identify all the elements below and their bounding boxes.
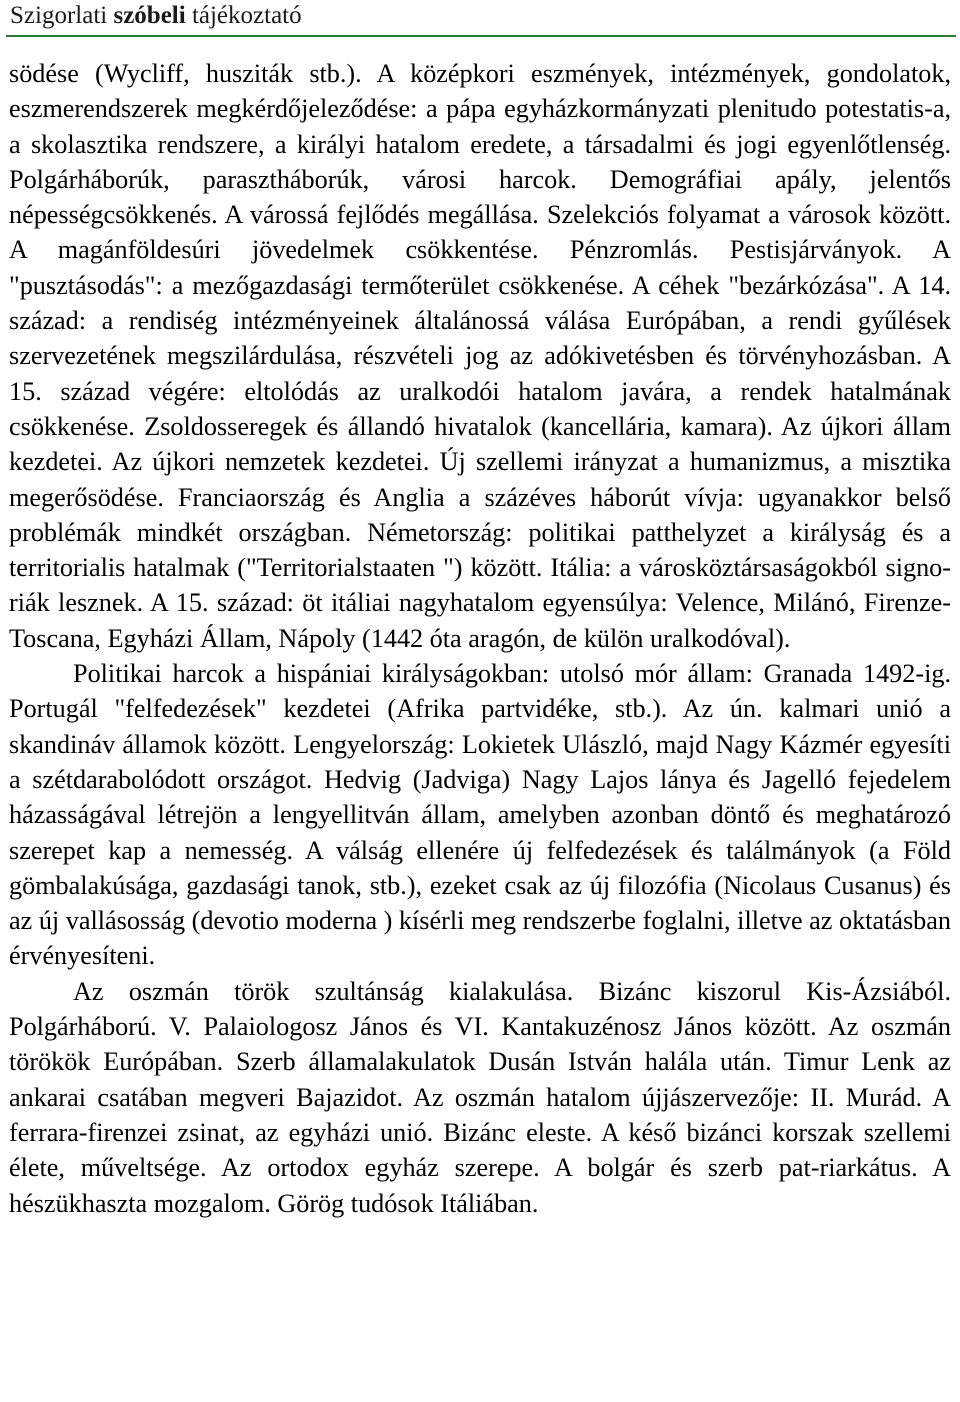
header-title-pre: Szigorlati [10,2,114,29]
paragraph-3: Az oszmán török szultánság kialakulása. Bizánc kiszorul Kis-Ázsiából. Polgárháború. V. Palaiologosz János és VI. Kantakuzénosz János között. Az oszmán törökök Európában. Szerb államalakulatok Dusán István halála után. Timur Lenk az ankarai csatában megveri Bajazidot. Az oszmán hatalom újjászervezője: II. Murád. A ferrara-firenzei zsinat, az egyházi unió. Bizánc eleste. A késő bizánci korszak szellemi élete, műveltsége. Az ortodox egyház szerepe. A bolgár és szerb pat-riarkátus. A hészükhaszta mozgalom. Görög tudósok Itáliában. [9,976,951,1218]
page-header [10,0,302,32]
header-title-bold: szóbeli [113,2,186,29]
body-text [9,56,951,1221]
header-title-post: tájékoztató [185,2,302,29]
paragraph-2: Politikai harcok a hispániai királyságokban: utolsó mór állam: Granada 1492-ig. Portugál "felfedezések" kezdetei (Afrika partvidéke, stb.). Az ún. kalmari unió a skandináv államok között. Lengyelország: Lokietek Ulászló, majd Nagy Kázmér egyesíti a szétdarabolódott országot. Hedvig (Jadviga) Nagy Lajos lánya és Jagelló fejedelem házasságával létrejön a lengyellitván állam, amelyben azonban döntő és meghatározó szerepet kap a nemesség. A válság ellenére új felfedezések és találmányok (a Föld gömbalakúsága, gazdasági tanok, stb.), ezeket csak az új filozófia (Nicolaus Cusanus) és az új vallásosság (devotio moderna ) kísérli meg rendszerbe foglalni, illetve az oktatásban érvényesíteni. [9,659,951,971]
paragraph-1: södése (Wycliff, husziták stb.). A középkori eszmények, intézmények, gondolatok, eszmerendszerek megkérdőjeleződése: a pápa egyházkormányzati plenitudo potestatis-a, a skolasztika rendszere, a királyi hatalom eredete, a társadalmi és jogi egyenlőtlenség. Polgárháborúk, parasztháborúk, városi harcok. Demográfiai apály, jelentős népességcsökkenés. A várossá fejlődés megállása. Szelekciós folyamat a városok között. A magánföldesúri jövedelmek csökkentése. Pénzromlás. Pestisjárványok. A "pusztásodás": a mezőgazdasági termőterület csökkenése. A céhek "bezárkózása". A 14. század: a rendiség intézményeinek általánossá válása Európában, a rendi gyűlések szervezetének megszilárdulása, részvételi jog az adókivetésben és törvényhozásban. A 15. század végére: eltolódás az uralkodói hatalom javára, a rendek hatalmának csökkenése. Zsoldosseregek és állandó hivatalok (kancellária, kamara). Az újkori állam kezdetei. Az újkori nemzetek kezdetei. Új szellemi irányzat a humanizmus, a misztika megerősödése. Franciaország és Anglia a százéves háborút vívja: ugyanakkor belső problémák mindkét országban. Németország: politikai patthelyzet a királyság és a territorialis hatalmak ("Territorialstaaten ") között. Itália: a városköztársaságokból signoriák lesznek. A 15. század: öt itáliai nagyhatalom egyensúlya: Velence, Milánó, Firenze-Toscana, Egyházi Állam, Nápoly (1442 óta aragón, de külön uralkodóval). [9,59,951,653]
header-rule [6,35,956,37]
